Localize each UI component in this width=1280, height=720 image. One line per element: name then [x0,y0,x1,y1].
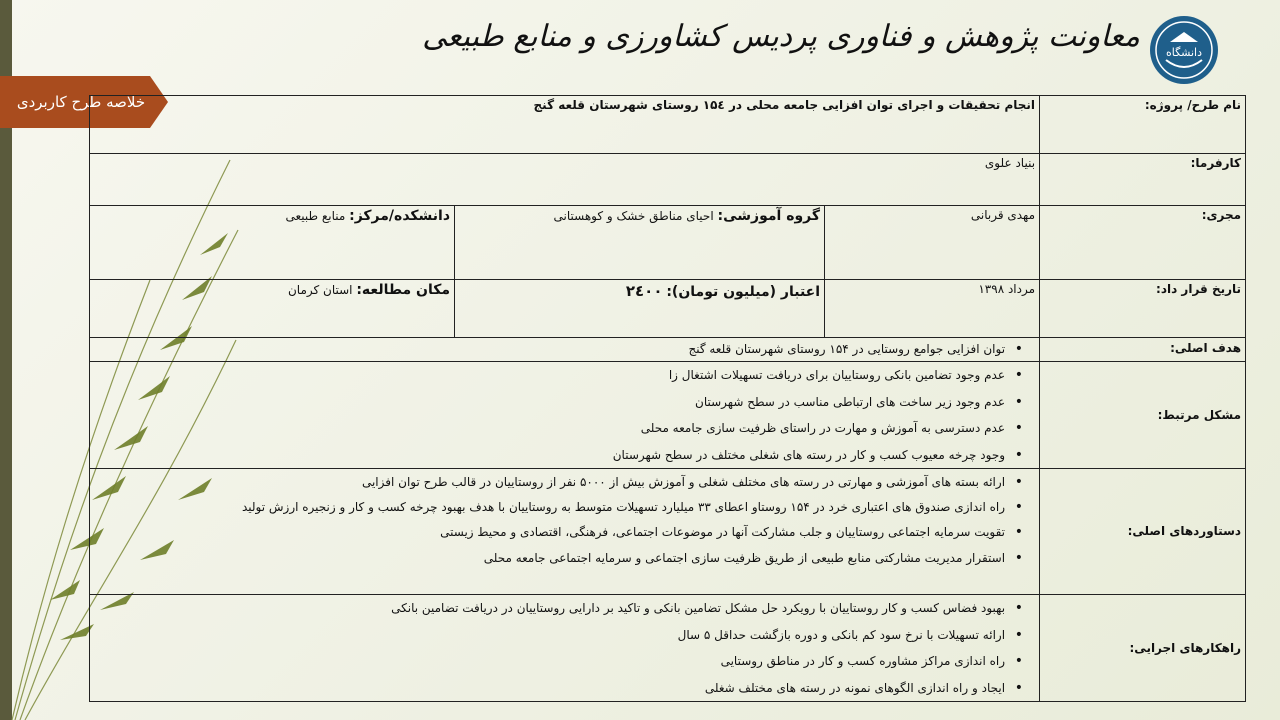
contract-date-value: مرداد ۱۳۹۸ [825,280,1040,338]
problem-item: • عدم دسترسی به آموزش و مهارت در راستای ظرفیت سازی جامعه محلی [94,415,1005,442]
row-strategies [90,595,1246,702]
main-goal-label: هدف اصلی: [1040,338,1246,362]
faculty-value: منابع طبیعی [285,209,346,223]
strategy-item: • ارائه تسهیلات با نرخ سود کم بانکی و دوره بازگشت حداقل ۵ سال [94,622,1005,649]
location-label: مکان مطالعه: [356,282,451,298]
strategy-item: • ایجاد و راه اندازی الگوهای نمونه در رسته های مختلف شغلی [94,675,1005,702]
problem-item: • عدم وجود زیر ساخت های ارتباطی مناسب در سطح شهرستان [94,389,1005,416]
problems-label: مشکل مرتبط: [1040,362,1246,469]
header-title: معاونت پژوهش و فناوری پردیس کشاورزی و منابع طبیعی [422,19,1140,54]
row-employer [90,154,1246,206]
project-name-value: انجام تحقیقات و اجرای توان افزایی جامعه محلی در ۱۵٤ روستای شهرستان قلعه گنج [90,96,1040,154]
row-achievements [90,469,1246,595]
employer-label: کارفرما: [1040,154,1246,206]
row-contract-date [90,280,1246,338]
strategy-item: • بهبود فضاس کسب و کار روستاییان با رویکرد حل مشکل تضامین بانکی و تاکید بر دارایی روستاییان در دریافت تضامین بانکی [94,595,1005,622]
department-value: احیای مناطق خشک و کوهستانی [553,209,714,223]
achievement-item: • راه اندازی صندوق های اعتباری خرد در ۱۵۴ روستاو اعطای ۳۳ میلیارد تسهیلات متوسط به روستاییان با هدف بهبود چرخه کسب و کار و زنجیره ارزش تولید [94,495,1005,519]
project-summary-table [89,95,1246,702]
achievement-item: • تقویت سرمایه اجتماعی روستاییان و جلب مشارکت آنها در موضوعات اجتماعی، فرهنگی، اقتصادی و محیط زیستی [94,519,1005,545]
executor-value: مهدی قربانی [825,206,1040,280]
strategies-label: راهکارهای اجرایی: [1040,595,1246,702]
strategy-item: • راه اندازی مراکز مشاوره کسب و کار در مناطق روستایی [94,648,1005,675]
budget-label: اعتبار (میلیون تومان): [666,284,821,300]
row-executor [90,206,1246,280]
row-main-goal [90,338,1246,362]
main-goal-item: • توان افزایی جوامع روستایی در ۱۵۴ روستای شهرستان قلعه گنج [94,338,1005,360]
problem-item: • عدم وجود تضامین بانکی روستاییان برای دریافت تسهیلات اشتغال زا [94,362,1005,389]
contract-date-label: تاریخ قرار داد: [1040,280,1246,338]
problem-item: • وجود چرخه معیوب کسب و کار در رسته های شغلی مختلف در سطح شهرستان [94,442,1005,469]
svg-text:دانشگاه: دانشگاه [1165,46,1203,59]
summary-tag-label: خلاصه طرح کاربردی [16,93,146,111]
executor-label: مجری: [1040,206,1246,280]
department-label: گروه آموزشی: [717,208,821,224]
achievement-item: • استقرار مدیریت مشارکتی منابع طبیعی از طریق ظرفیت سازی اجتماعی و سرمایه اجتماعی جامعه محلی [94,545,1005,571]
project-name-label: نام طرح/ پروژه: [1040,96,1246,154]
achievement-item: • ارائه بسته های آموزشی و مهارتی در رسته های مختلف شغلی و آموزش بیش از ۵۰۰۰ نفر از روستاییان در قالب طرح توان افزایی [94,469,1005,495]
employer-value: بنیاد علوی [90,154,1040,206]
row-project-name [90,96,1246,154]
row-problems [90,362,1246,469]
budget-value: ۲٤۰۰ [625,282,663,300]
location-value: استان کرمان [287,283,353,297]
university-seal-icon [1148,14,1220,86]
faculty-label: دانشکده/مرکز: [349,208,451,224]
achievements-label: دستاوردهای اصلی: [1040,469,1246,595]
